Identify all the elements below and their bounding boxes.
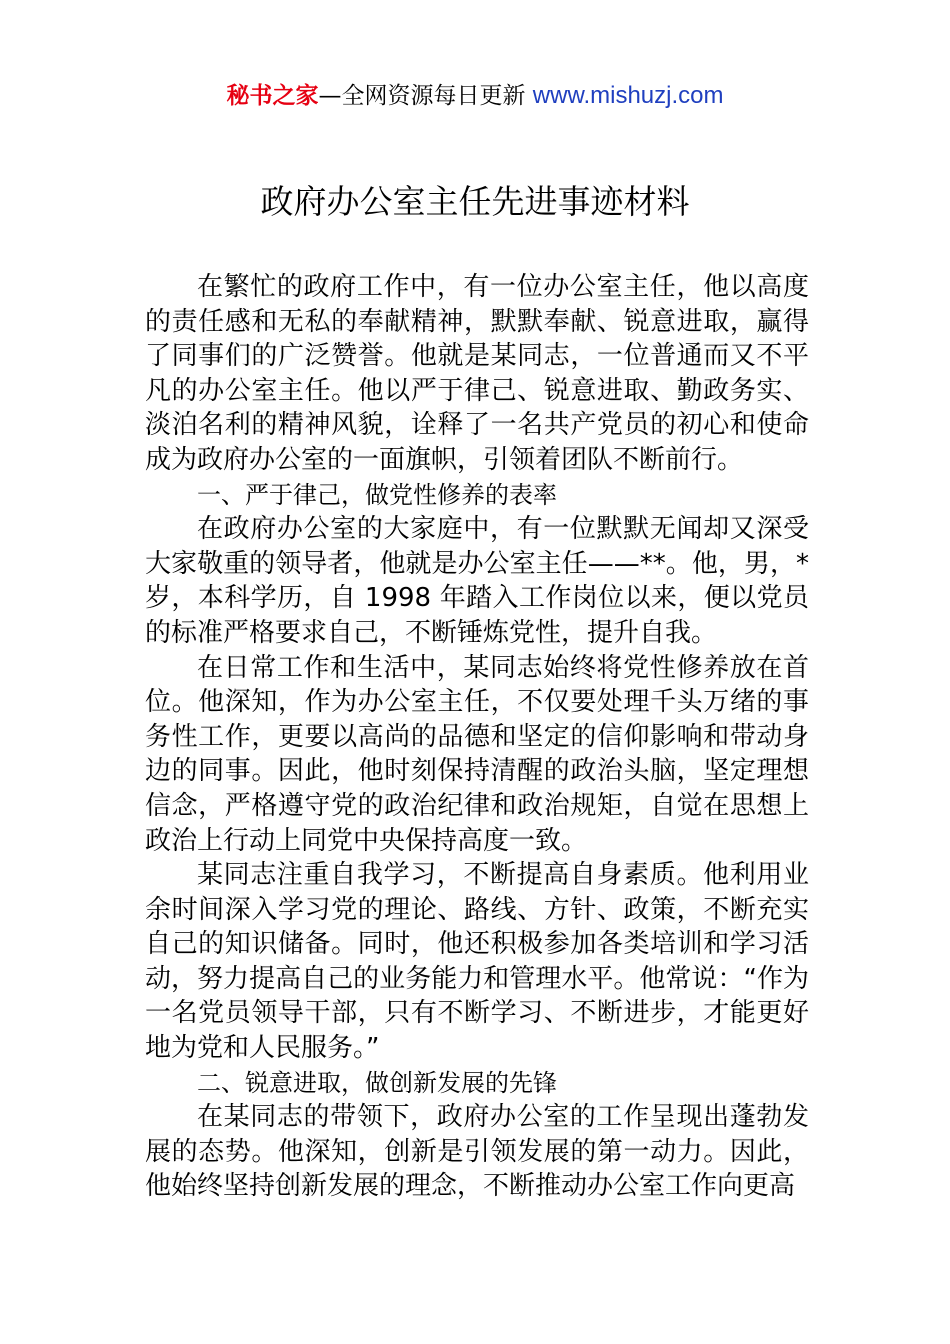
body-paragraph: 在日常工作和生活中，某同志始终将党性修养放在首位。他深知，作为办公室主任，不仅要处理千头万绪的事务性工作，更要以高尚的品德和坚定的信仰影响和带动身边的同事。因此，他时刻保持清醒的政治头脑，坚定理想信念，严格遵守党的政治纪律和政治规矩，自觉在思想上政治上行动上同党中央保持高度一致。	[145, 652, 809, 856]
document-title: 政府办公室主任先进事迹材料	[260, 182, 690, 221]
header-tagline: —全网资源每日更新	[318, 83, 533, 109]
site-header	[0, 80, 950, 112]
document-body	[145, 270, 809, 1204]
section-heading-1: 一、严于律己，做党性修养的表率	[197, 480, 557, 509]
brand-name: 秘书之家	[226, 83, 319, 109]
body-paragraph: 某同志注重自我学习，不断提高自身素质。他利用业余时间深入学习党的理论、路线、方针、政策，不断充实自己的知识储备。同时，他还积极参加各类培训和学习活动，努力提高自己的业务能力和管理水平。他常说：“作为一名党员领导干部，只有不断学习、不断进步，才能更好地为党和人民服务。”	[145, 860, 809, 1064]
site-url-link[interactable]: www.mishuzj.com	[532, 82, 724, 109]
section-heading-2: 二、锐意进取，做创新发展的先锋	[197, 1068, 557, 1097]
body-paragraph: 在某同志的带领下，政府办公室的工作呈现出蓬勃发展的态势。他深知，创新是引领发展的第一动力。因此，他始终坚持创新发展的理念，不断推动办公室工作向更高	[145, 1102, 809, 1202]
body-paragraph: 在政府办公室的大家庭中，有一位默默无闻却又深受大家敬重的领导者，他就是办公室主任——**。他，男，*岁，本科学历，自 1998 年踏入工作岗位以来，便以党员的标准严格要求自己，不断锤炼党性，提升自我。	[145, 514, 809, 648]
intro-paragraph: 在繁忙的政府工作中，有一位办公室主任，他以高度的责任感和无私的奉献精神，默默奉献、锐意进取，赢得了同事们的广泛赞誉。他就是某同志，一位普通而又不平凡的办公室主任。他以严于律己、锐意进取、勤政务实、淡泊名利的精神风貌，诠释了一名共产党员的初心和使命成为政府办公室的一面旗帜，引领着团队不断前行。	[145, 272, 809, 475]
